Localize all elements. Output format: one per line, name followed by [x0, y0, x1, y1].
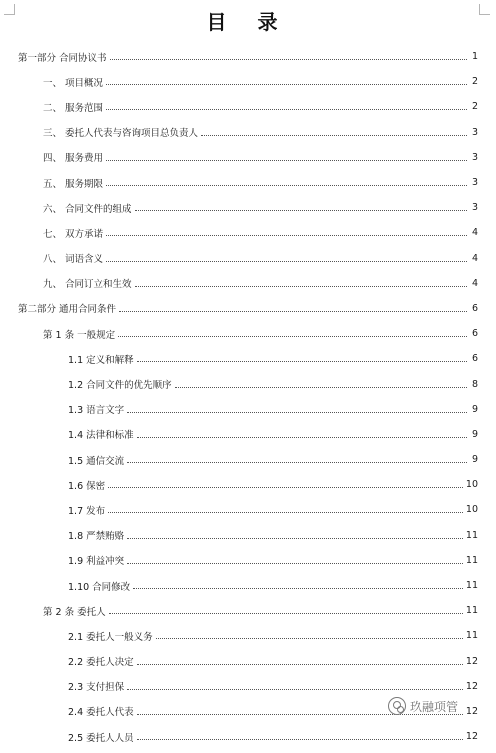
wechat-channel-icon	[388, 697, 406, 715]
toc-entry-page-number: 12	[465, 680, 478, 692]
toc-dot-leader	[106, 185, 467, 186]
toc-entry[interactable]	[0, 94, 496, 119]
toc-dot-leader	[137, 437, 467, 438]
toc-entry-label: 七、 双方承诺	[43, 228, 104, 240]
toc-entry[interactable]	[0, 220, 496, 245]
toc-entry-label: 2.2 委托人决定	[68, 657, 134, 669]
toc-entry[interactable]	[0, 170, 496, 195]
toc-entry[interactable]	[0, 724, 496, 749]
toc-entry-page-number: 3	[471, 177, 478, 189]
toc-dot-leader	[106, 84, 467, 85]
toc-entry-label: 1.8 严禁贿赂	[68, 531, 125, 543]
toc-dot-leader	[137, 739, 463, 740]
toc-entry-label: 四、 服务费用	[43, 153, 104, 165]
toc-entry-page-number: 12	[465, 655, 478, 667]
toc-entry[interactable]	[0, 523, 496, 548]
toc-entry-label: 2.4 委托人代表	[68, 707, 134, 719]
toc-entry-label: 1.4 法律和标准	[68, 430, 134, 442]
toc-dot-leader	[108, 487, 463, 488]
toc-entry-label: 1.6 保密	[68, 480, 106, 492]
toc-entry-page-number: 6	[471, 302, 478, 314]
toc-entry-page-number: 11	[465, 554, 478, 566]
toc-entry-label: 2.5 委托人人员	[68, 732, 134, 744]
toc-dot-leader	[106, 235, 467, 236]
toc-dot-leader	[106, 109, 467, 110]
toc-entry-page-number: 1	[471, 51, 478, 63]
toc-entry-label: 1.5 通信交流	[68, 455, 125, 467]
toc-entry[interactable]	[0, 422, 496, 447]
toc-entry-label: 第 1 条 一般规定	[43, 329, 116, 341]
toc-entry-label: 2.1 委托人一般义务	[68, 631, 153, 643]
toc-entry[interactable]	[0, 120, 496, 145]
toc-dot-leader	[133, 588, 463, 589]
toc-entry[interactable]	[0, 447, 496, 472]
toc-entry-label: 一、 项目概况	[43, 77, 104, 89]
toc-entry-page-number: 10	[465, 479, 478, 491]
toc-entry-label: 2.3 支付担保	[68, 682, 125, 694]
toc-entry-label: 第二部分 通用合同条件	[18, 304, 117, 316]
toc-entry-label: 1.9 利益冲突	[68, 556, 125, 568]
toc-entry[interactable]	[0, 321, 496, 346]
toc-entry[interactable]	[0, 195, 496, 220]
toc-entry-page-number: 3	[471, 202, 478, 214]
toc-entry-page-number: 11	[465, 605, 478, 617]
toc-entry-page-number: 9	[471, 428, 478, 440]
toc-entry[interactable]	[0, 573, 496, 598]
toc-dot-leader	[156, 638, 463, 639]
toc-dot-leader	[127, 462, 467, 463]
toc-dot-leader	[127, 412, 467, 413]
toc-entry-page-number: 9	[471, 454, 478, 466]
toc-entry[interactable]	[0, 472, 496, 497]
toc-dot-leader	[135, 286, 467, 287]
toc-entry-label: 1.2 合同文件的优先顺序	[68, 380, 172, 392]
toc-entry-label: 九、 合同订立和生效	[43, 279, 132, 291]
toc-entry[interactable]	[0, 346, 496, 371]
toc-entry-page-number: 10	[465, 504, 478, 516]
toc-dot-leader	[119, 311, 467, 312]
toc-entry-page-number: 6	[471, 328, 478, 340]
toc-dot-leader	[201, 135, 467, 136]
toc-entry-label: 二、 服务范围	[43, 102, 104, 114]
toc-entry-label: 三、 委托人代表与咨询项目总负责人	[43, 128, 199, 140]
toc-entry[interactable]	[0, 145, 496, 170]
toc-dot-leader	[127, 563, 463, 564]
toc-entry[interactable]	[0, 623, 496, 648]
toc-entry-label: 五、 服务期限	[43, 178, 104, 190]
toc-dot-leader	[108, 512, 463, 513]
toc-entry-label: 第 2 条 委托人	[43, 606, 106, 618]
toc-entry-page-number: 4	[471, 277, 478, 289]
toc-dot-leader	[110, 59, 467, 60]
toc-entry-page-number: 11	[465, 529, 478, 541]
toc-entry[interactable]	[0, 69, 496, 94]
toc-dot-leader	[127, 538, 463, 539]
page-title: 目 录	[206, 10, 290, 34]
toc-entry-label: 1.10 合同修改	[68, 581, 131, 593]
toc-dot-leader	[106, 261, 467, 262]
toc-entry-label: 1.1 定义和解释	[68, 354, 134, 366]
toc-dot-leader	[127, 689, 463, 690]
toc-entry-label: 1.7 发布	[68, 505, 106, 517]
toc-entry-page-number: 3	[471, 126, 478, 138]
table-of-contents	[0, 44, 496, 749]
toc-entry[interactable]	[0, 44, 496, 69]
toc-entry-page-number: 11	[465, 580, 478, 592]
toc-entry[interactable]	[0, 271, 496, 296]
toc-entry-page-number: 12	[465, 731, 478, 743]
toc-entry-label: 1.3 语言文字	[68, 405, 125, 417]
toc-entry-page-number: 8	[471, 378, 478, 390]
toc-entry-page-number: 4	[471, 227, 478, 239]
toc-entry[interactable]	[0, 371, 496, 396]
toc-entry[interactable]	[0, 548, 496, 573]
toc-entry[interactable]	[0, 246, 496, 271]
toc-dot-leader	[137, 664, 463, 665]
toc-entry-page-number: 2	[471, 101, 478, 113]
toc-entry[interactable]	[0, 598, 496, 623]
toc-entry[interactable]	[0, 497, 496, 522]
toc-entry-page-number: 6	[471, 353, 478, 365]
toc-entry[interactable]	[0, 296, 496, 321]
toc-dot-leader	[135, 210, 467, 211]
toc-dot-leader	[106, 160, 467, 161]
toc-dot-leader	[175, 387, 467, 388]
toc-entry[interactable]	[0, 397, 496, 422]
toc-dot-leader	[118, 336, 467, 337]
toc-entry[interactable]	[0, 674, 496, 699]
toc-entry-page-number: 12	[465, 705, 478, 717]
toc-entry-page-number: 2	[471, 76, 478, 88]
watermark	[388, 697, 458, 715]
toc-entry-page-number: 4	[471, 252, 478, 264]
toc-entry-label: 六、 合同文件的组成	[43, 203, 132, 215]
toc-entry-page-number: 11	[465, 630, 478, 642]
toc-dot-leader	[137, 361, 467, 362]
toc-entry-label: 八、 词语含义	[43, 254, 104, 266]
toc-entry-label: 第一部分 合同协议书	[18, 52, 107, 64]
toc-entry-page-number: 3	[471, 151, 478, 163]
toc-entry-page-number: 9	[471, 403, 478, 415]
toc-entry[interactable]	[0, 649, 496, 674]
watermark-text: 玖融项管	[410, 699, 459, 714]
toc-dot-leader	[109, 613, 463, 614]
